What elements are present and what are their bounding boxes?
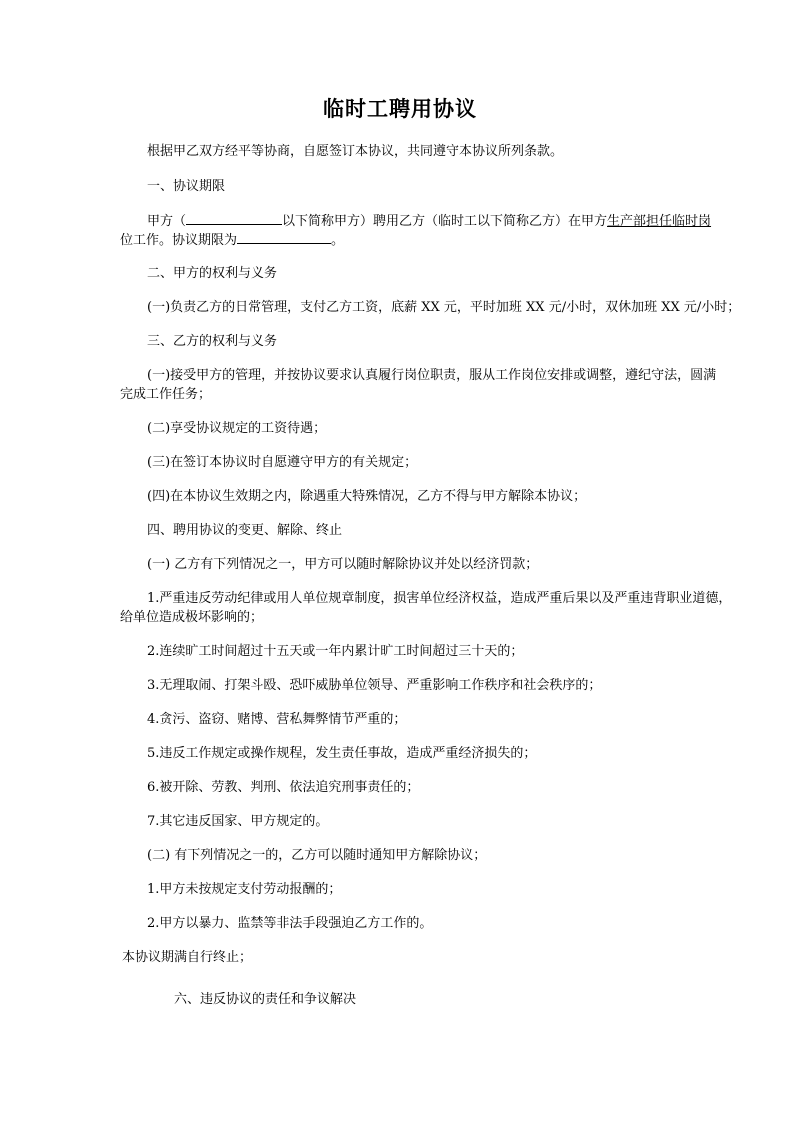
section-4-heading: 四、聘用协议的变更、解除、终止 <box>147 523 343 538</box>
section-3-item-2: (二)享受协议规定的工资待遇； <box>147 421 327 436</box>
intro-paragraph: 根据甲乙双方经平等协商，自愿签订本协议，共同遵守本协议所列条款。 <box>147 144 564 159</box>
section-6-heading: 六、违反协议的责任和争议解决 <box>174 992 357 1007</box>
list-item-3: 3.无理取闹、打架斗殴、恐吓威胁单位领导、严重影响工作秩序和社会秩序的； <box>147 678 602 693</box>
list-item-5: 5.违反工作规定或操作规程，发生责任事故，造成严重经济损失的； <box>147 746 537 761</box>
term-text: 以下简称甲方）聘用乙方（临时工以下简称乙方）在甲方 <box>282 214 608 229</box>
term-paragraph-line-1 <box>147 211 717 231</box>
list-item-6: 6.被开除、劳教、判刑、依法追究刑事责任的； <box>147 780 420 795</box>
list-item-4: 4.贪污、盗窃、赌博、营私舞弊情节严重的； <box>147 712 407 727</box>
section-4-subsection-1: (一) 乙方有下列情况之一，甲方可以随时解除协议并处以经济罚款； <box>147 557 539 572</box>
section-3-item-3: (三)在签订本协议时自愿遵守甲方的有关规定； <box>147 455 418 470</box>
term-period-label: 位工作。协议期限为 <box>120 233 238 248</box>
term-period-end: 。 <box>331 233 345 248</box>
list-item-1-line-2: 给单位造成极坏影响的； <box>120 610 264 625</box>
subsection-2-item-1: 1.甲方未按规定支付劳动报酬的； <box>147 882 342 897</box>
expiry-note: 本协议期满自行终止； <box>122 950 253 965</box>
list-item-2: 2.连续旷工时间超过十五天或一年内累计旷工时间超过三十天的； <box>147 644 524 659</box>
section-2-heading: 二、甲方的权利与义务 <box>147 266 278 281</box>
term-period-blank <box>237 230 331 244</box>
list-item-1-line-1: 1.严重违反劳动纪律或用人单位规章制度，损害单位经济权益，造成严重后果以及严重违背职业道德， <box>147 591 732 606</box>
section-2-item-1: (一)负责乙方的日常管理，支付乙方工资，底薪 XX 元，平时加班 XX 元/小时，双休加班 XX 元/小时； <box>147 300 741 315</box>
section-3-heading: 三、乙方的权利与义务 <box>147 334 278 349</box>
list-item-7: 7.其它违反国家、甲方规定的。 <box>147 814 329 829</box>
party-a-name-blank <box>186 211 282 225</box>
term-paragraph-line-2 <box>120 230 690 250</box>
section-3-item-1-line-2: 完成工作任务； <box>120 387 212 402</box>
subsection-2-item-2: 2.甲方以暴力、监禁等非法手段强迫乙方工作的。 <box>147 916 433 931</box>
section-1-heading: 一、协议期限 <box>147 179 226 194</box>
party-a-prefix: 甲方（ <box>147 214 187 229</box>
section-4-subsection-2: (二) 有下列情况之一的，乙方可以随时通知甲方解除协议； <box>147 848 487 863</box>
position-text: 生产部担任临时岗 <box>607 214 712 229</box>
document-title: 临时工聘用协议 <box>323 97 477 121</box>
section-3-item-1-line-1: (一)接受甲方的管理，并按协议要求认真履行岗位职责，服从工作岗位安排或调整，遵纪守法，圆满 <box>147 368 717 383</box>
section-3-item-4: (四)在本协议生效期之内，除遇重大特殊情况，乙方不得与甲方解除本协议； <box>147 489 587 504</box>
